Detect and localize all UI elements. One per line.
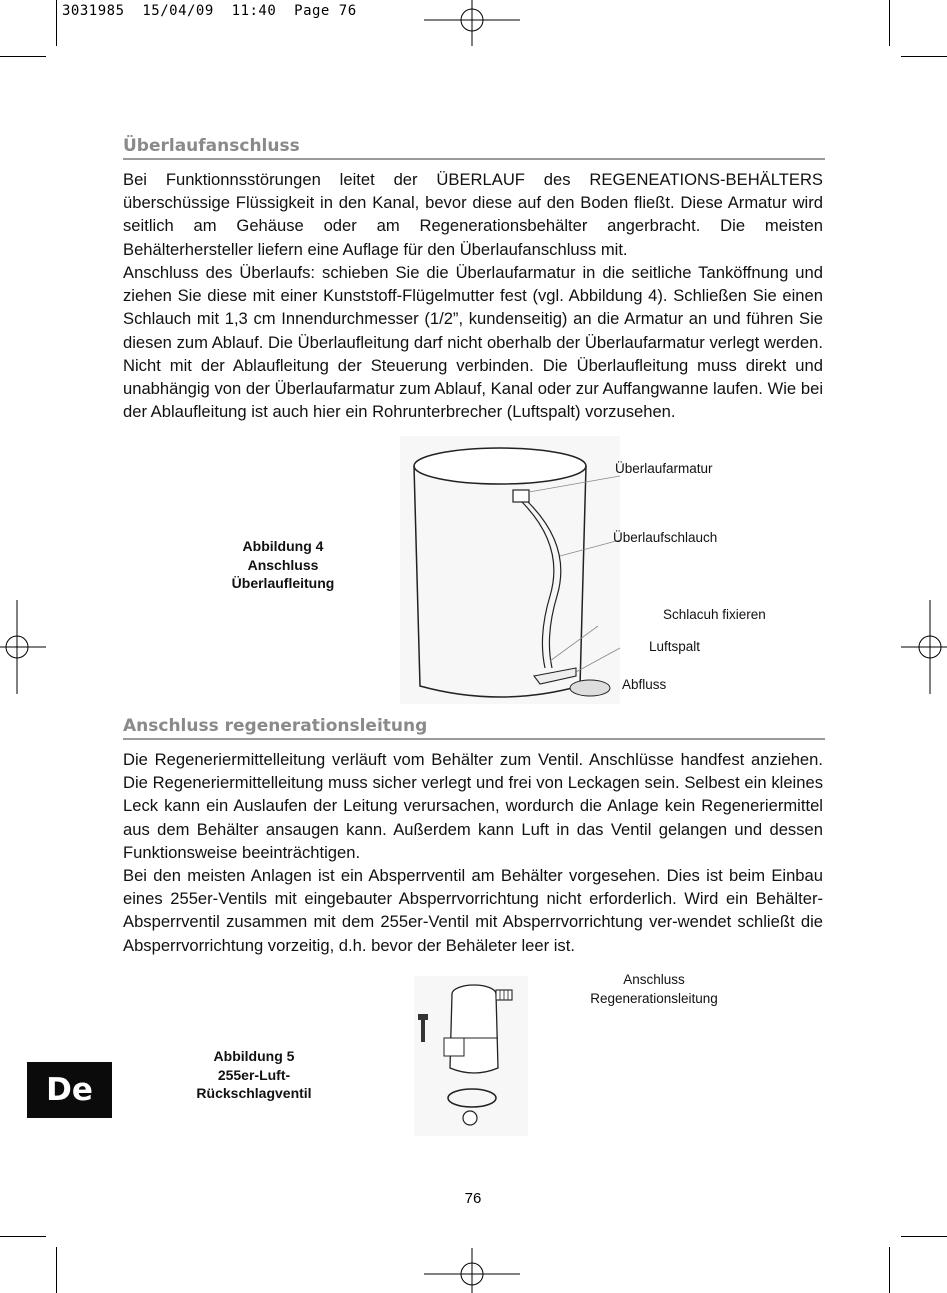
language-tab: De	[27, 1062, 112, 1118]
paragraph-brine-line: Die Regeneriermittelleitung verläuft vom Behälter zum Ventil. Anschlüsse handfest anziehen. Die Regeneriermittelleitung muss sicher verlegt und frei von Leckagen sein. Selbest ein kleines Leck kann ein Auslaufen der Leitung verursachen, wordurch die Anlage kein Regeneriermittel aus dem Behälter ansaugen kann. Außerdem kann Luft in das Ventil gelangen und dessen Funktionsweise beeinträchtigen.	[123, 750, 823, 862]
label-overflow-fitting: Überlaufarmatur	[615, 461, 713, 476]
paragraph-shutoff-valve: Bei den meisten Anlagen ist ein Absperrventil am Behälter vorgesehen. Dies ist beim Einbau eines 255er-Ventils mit eingebauter Absperrvorrichtung nicht erforderlich. Wird ein Behälter-Absperrventil zusammen mit dem 255er-Ventil mit Absperrvorrichtung ver-wendet schließt die Absperrvorrichtung vorzeitig, d.h. bevor der Behäleter leer ist.	[123, 866, 823, 955]
crop-mark	[56, 1247, 57, 1293]
section-heading-brine-line: Anschluss regenerationsleitung	[123, 716, 825, 740]
label-secure-hose: Schlacuh fixieren	[663, 607, 766, 622]
print-slug: 3031985 15/04/09 11:40 Page 76	[62, 3, 357, 19]
figure-5-caption-line: Rückschlagventil	[196, 1085, 312, 1101]
registration-mark-left	[0, 600, 46, 694]
figure-4-tank-illustration	[400, 436, 620, 704]
label-air-gap: Luftspalt	[649, 639, 701, 654]
crop-mark	[889, 0, 890, 46]
figure-4-caption-line: Anschluss	[247, 556, 319, 573]
figure-4-caption-line: Abbildung 4	[242, 538, 324, 554]
figure-4-caption-line: Überlaufleitung	[231, 575, 335, 591]
crop-mark	[0, 1236, 46, 1237]
paragraph-overflow-intro: Bei Funktionnsstörungen leitet der ÜBERLAUF des REGENEATIONS-BEHÄLTERS überschüssige Flüssigkeit in den Kanal, bevor diese auf den Boden fließt. Diese Armatur wird seitlich am Gehäuse oder am Regenerationsbehälter angerbracht. Die meisten Behälterhersteller liefern eine Auflage für den Überlaufanschluss mit.	[123, 170, 823, 259]
crop-mark	[56, 0, 57, 46]
figure-5-valve-illustration	[414, 976, 528, 1136]
label-overflow-hose: Überlaufschlauch	[613, 530, 718, 545]
registration-mark-bottom	[424, 1248, 520, 1293]
label-brine-connection-line: Anschluss	[623, 972, 685, 987]
label-brine-connection-line: Regenerationsleitung	[590, 991, 718, 1006]
figure-4-caption	[198, 537, 368, 593]
crop-mark	[901, 56, 947, 57]
label-brine-connection	[584, 970, 724, 1008]
figure-5-caption	[170, 1047, 338, 1103]
section-heading-overflow: Überlaufanschluss	[123, 136, 825, 160]
crop-mark	[0, 56, 46, 57]
figure-5-caption-line: Abbildung 5	[213, 1048, 295, 1064]
crop-mark	[901, 1236, 947, 1237]
crop-mark	[889, 1247, 890, 1293]
registration-mark-right	[901, 600, 947, 694]
paragraph-overflow-connection: Anschluss des Überlaufs: schieben Sie die Überlaufarmatur in die seitliche Tanköffnung und ziehen Sie diese mit einer Kunststoff-Flügelmutter fest (vgl. Abbildung 4). Schließen Sie einen Schlauch mit 1,3 cm Innendurchmesser (1/2”, kundenseitig) an die Armatur an und führen Sie diesen zum Ablauf. Die Überlaufleitung darf nicht oberhalb der Überlaufarmatur verlegt werden. Nicht mit der Ablaufleitung der Steuerung verbinden. Die Überlaufleitung muss direkt und unabhängig von der Überlaufarmatur zum Ablauf, Kanal oder zur Auffangwanne laufen. Wie bei der Ablaufleitung ist auch hier ein Rohrunterbrecher (Luftspalt) vorzusehen.	[123, 263, 823, 422]
figure-5-caption-line: 255er-Luft-	[217, 1066, 291, 1083]
label-drain: Abfluss	[622, 677, 667, 692]
registration-mark-top	[424, 0, 520, 46]
page-number: 76	[464, 1190, 482, 1207]
